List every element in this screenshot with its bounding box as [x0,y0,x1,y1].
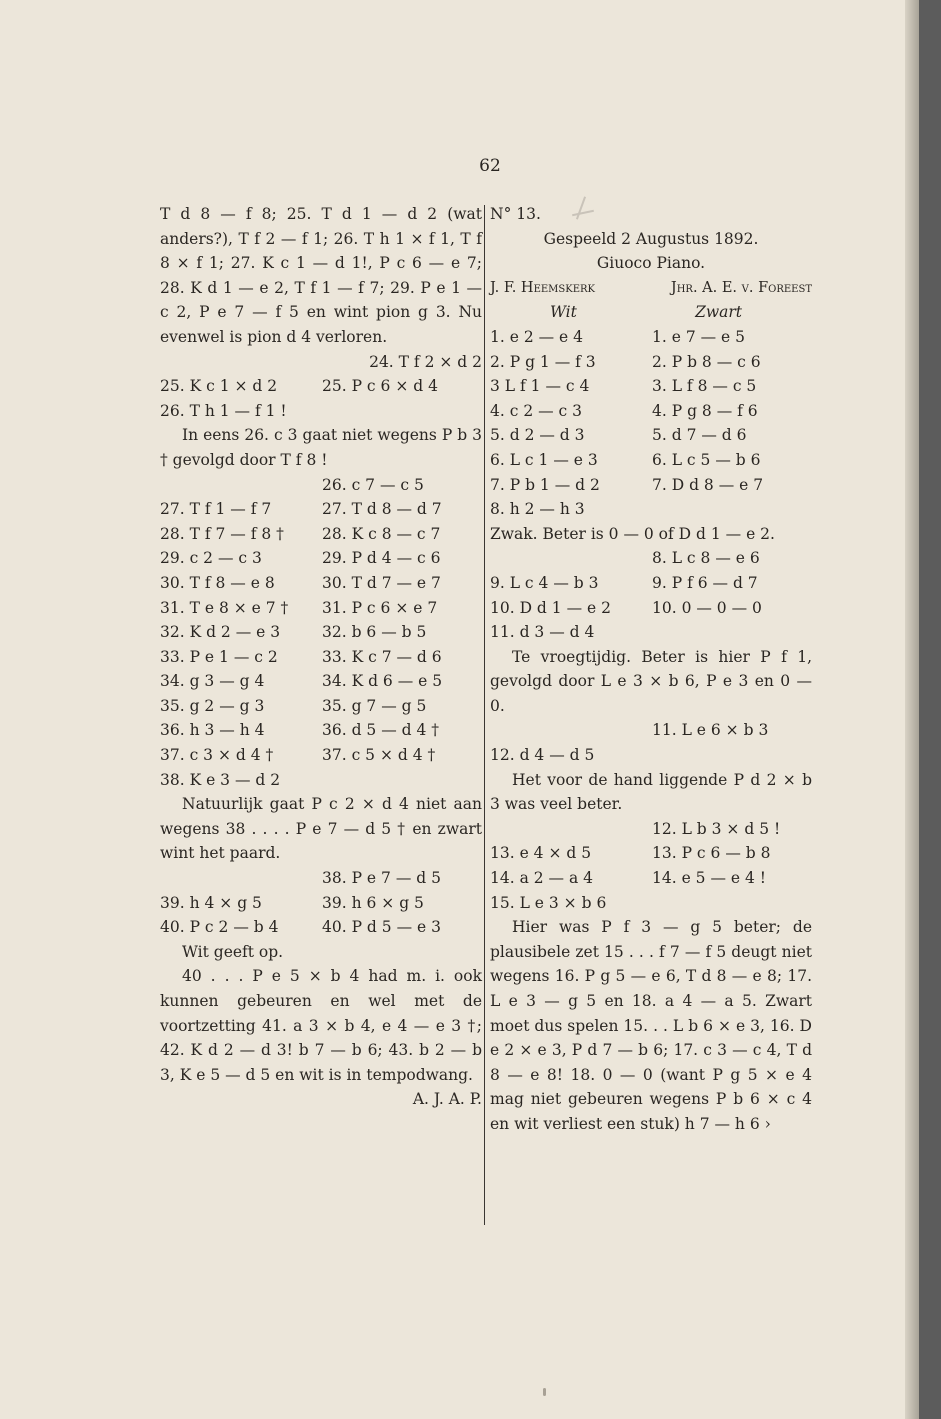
black-move: 39. h 6 × g 5 [322,893,424,912]
black-move: 14. e 5 — e 4 ! [652,869,767,888]
color-labels [490,300,812,325]
white-move: 12. d 4 — d 5 [490,746,595,765]
white-move: 39. h 4 × g 5 [160,893,262,912]
black-move [652,743,812,768]
black-move: 29. P d 4 — c 6 [322,549,441,568]
black-move: 35. g 7 — g 5 [322,696,427,715]
page-edge [905,0,919,1419]
move-row [490,350,812,375]
right-aligned-line: A. J. A. P. [412,1090,482,1109]
move-row [490,596,812,621]
black-move: 37. c 5 × d 4 † [322,746,436,765]
commentary-paragraph: Hier was P f 3 — g 5 beter; de plausibele zet 15 . . . f 7 — f 5 deugt niet wegens 16. P g 5 — e 6, T d 8 — e 8; 17. L e 3 — g 5 en 18. a 4 — a 5. Zwart moet dus spelen 15. . . L b 6 × e 3, 16. D e 2 × e 3, P d 7 — b 6; 17. c 3 — c 4, T d 8 — e 8! 18. 0 — 0 (want P g 5 × e 4 mag niet gebeuren wegens P b 6 × c 4 en wit verliest een stuk) h 7 — h 6 › [490,918,812,1133]
column-divider [484,205,485,1225]
move-row [490,546,812,571]
move-row [490,325,812,350]
move-row [160,915,482,940]
move-row [160,718,482,743]
move-row [160,743,482,768]
game-date: Gespeeld 2 Augustus 1892. [543,229,759,248]
black-move: 9. P f 6 — d 7 [652,573,758,592]
move-row [490,374,812,399]
pencil-check-mark [568,196,594,222]
move-row [490,399,812,424]
move-row [160,399,482,424]
move-row [490,841,812,866]
right-game-text [490,325,812,1137]
move-row [160,669,482,694]
white-move: 30. T f 8 — e 8 [160,573,275,592]
white-move: 6. L c 1 — e 3 [490,450,598,469]
black-move: 6. L c 5 — b 6 [652,450,761,469]
commentary-paragraph: Natuurlijk gaat P c 2 × d 4 niet aan wegens 38 . . . . P e 7 — d 5 † en zwart wint het paard. [160,795,482,863]
move-row [490,866,812,891]
white-move [490,817,650,842]
black-move: 2. P b 8 — c 6 [652,352,761,371]
black-move: 3. L f 8 — c 5 [652,377,757,396]
white-move: 15. L e 3 × b 6 [490,893,607,912]
black-move [652,891,812,916]
black-move: 26. c 7 — c 5 [322,475,424,494]
white-move: 2. P g 1 — f 3 [490,352,596,371]
white-move: 8. h 2 — h 3 [490,500,585,519]
paper-speck [543,1388,546,1396]
players-row [490,276,812,301]
right-column [490,202,812,1137]
right-aligned-line: 24. T f 2 × d 2 [369,352,482,371]
white-move: 33. P e 1 — c 2 [160,647,278,666]
black-move: 8. L c 8 — e 6 [652,549,760,568]
black-move: 10. 0 — 0 — 0 [652,598,762,617]
white-move: 29. c 2 — c 3 [160,549,262,568]
black-move [322,768,482,793]
black-move [652,497,812,522]
black-move: 32. b 6 — b 5 [322,623,427,642]
commentary-paragraph: Zwak. Beter is 0 — 0 of D d 1 — e 2. [490,524,775,543]
commentary-paragraph: Het voor de hand liggende P d 2 × b 3 was veel beter. [490,770,812,814]
move-row [160,497,482,522]
black-move: 27. T d 8 — d 7 [322,500,442,519]
white-move [490,546,650,571]
opening-name: Giuoco Piano. [596,254,706,273]
white-move: 14. a 2 — a 4 [490,869,593,888]
move-row [490,891,812,916]
white-move: 28. T f 7 — f 8 † [160,524,284,543]
move-row [490,448,812,473]
white-move: 13. e 4 × d 5 [490,844,592,863]
move-row [160,522,482,547]
white-move: 38. K e 3 — d 2 [160,770,281,789]
page-number: 62 [479,156,501,176]
move-row [160,694,482,719]
left-column [160,202,482,1112]
move-row [160,891,482,916]
white-move: 40. P c 2 — b 4 [160,918,279,937]
white-move: 11. d 3 — d 4 [490,623,595,642]
black-move: 33. K c 7 — d 6 [322,647,442,666]
commentary-paragraph: Wit geeft op. [182,942,284,961]
move-row [490,743,812,768]
black-move: 38. P e 7 — d 5 [322,869,441,888]
commentary-paragraph: T d 8 — f 8; 25. T d 1 — d 2 (wat anders?), T f 2 — f 1; 26. T h 1 × f 1, T f 8 × f 1; 27. K c 1 — d 1!, P c 6 — e 7; 28. K d 1 — e 2, T f 1 — f 7; 29. P e 1 — c 2, P e 7 — f 5 en wint pion g 3. Nu evenwel is pion d 4 verloren. [160,205,482,346]
white-move [490,718,650,743]
white-move: 1. e 2 — e 4 [490,327,583,346]
white-move [160,866,320,891]
white-move [160,473,320,498]
commentary-paragraph: In eens 26. c 3 gaat niet wegens P b 3 † gevolgd door T f 8 ! [160,426,482,469]
move-row [490,497,812,522]
move-row [160,546,482,571]
black-move: 7. D d 8 — e 7 [652,475,764,494]
game-number: N° 13. [490,205,541,223]
white-move: 35. g 2 — g 3 [160,696,265,715]
white-move: 9. L c 4 — b 3 [490,573,599,592]
white-move: 34. g 3 — g 4 [160,672,265,691]
commentary-paragraph: Te vroegtijdig. Beter is hier P f 1, gevolgd door L e 3 × b 6, P e 3 en 0 — 0. [490,647,812,715]
white-move: 25. K c 1 × d 2 [160,377,278,396]
black-move [652,620,812,645]
move-row [490,571,812,596]
commentary-paragraph: 40 . . . P e 5 × b 4 had m. i. ook kunnen gebeuren en wel met de voortzetting 41. a 3 × b 4, e 4 — e 3 †; 42. K d 2 — d 3! b 7 — b 6; 43. b 2 — b 3, K e 5 — d 5 en wit is in tempodwang. [160,967,482,1084]
white-move: 32. K d 2 — e 3 [160,623,281,642]
black-move: 5. d 7 — d 6 [652,426,747,445]
black-move: 31. P c 6 × e 7 [322,598,438,617]
white-move: 10. D d 1 — e 2 [490,598,611,617]
white-move: 5. d 2 — d 3 [490,426,585,445]
move-row [160,866,482,891]
black-move [322,399,482,424]
move-row [160,571,482,596]
black-move: 1. e 7 — e 5 [652,327,745,346]
player-black: Jhr. A. E. v. Foreest [670,279,812,296]
black-move: 34. K d 6 — e 5 [322,672,443,691]
black-move: 13. P c 6 — b 8 [652,844,771,863]
black-move: 25. P c 6 × d 4 [322,377,438,396]
black-move: 40. P d 5 — e 3 [322,918,441,937]
player-white: J. F. Heemskerk [490,279,596,296]
white-move: 31. T e 8 × e 7 † [160,598,289,617]
black-move: 30. T d 7 — e 7 [322,573,441,592]
move-row [160,473,482,498]
black-move: 11. L e 6 × b 3 [652,721,769,740]
move-row [160,645,482,670]
white-move: 4. c 2 — c 3 [490,401,583,420]
move-row [160,596,482,621]
move-row [490,718,812,743]
move-row [490,817,812,842]
black-move: 4. P g 8 — f 6 [652,401,758,420]
white-move: 27. T f 1 — f 7 [160,500,272,519]
move-row [490,473,812,498]
white-move: 37. c 3 × d 4 † [160,746,274,765]
move-row [490,423,812,448]
white-move: 36. h 3 — h 4 [160,721,265,740]
black-move: 28. K c 8 — c 7 [322,524,441,543]
white-move: 3 L f 1 — c 4 [490,377,590,396]
move-row [490,620,812,645]
label-white: Wit [550,303,577,322]
move-row [160,374,482,399]
label-black: Zwart [695,303,742,322]
move-row [160,620,482,645]
black-move: 36. d 5 — d 4 † [322,721,440,740]
white-move: 26. T h 1 — f 1 ! [160,401,287,420]
move-row [160,768,482,793]
black-move: 12. L b 3 × d 5 ! [652,819,781,838]
white-move: 7. P b 1 — d 2 [490,475,600,494]
